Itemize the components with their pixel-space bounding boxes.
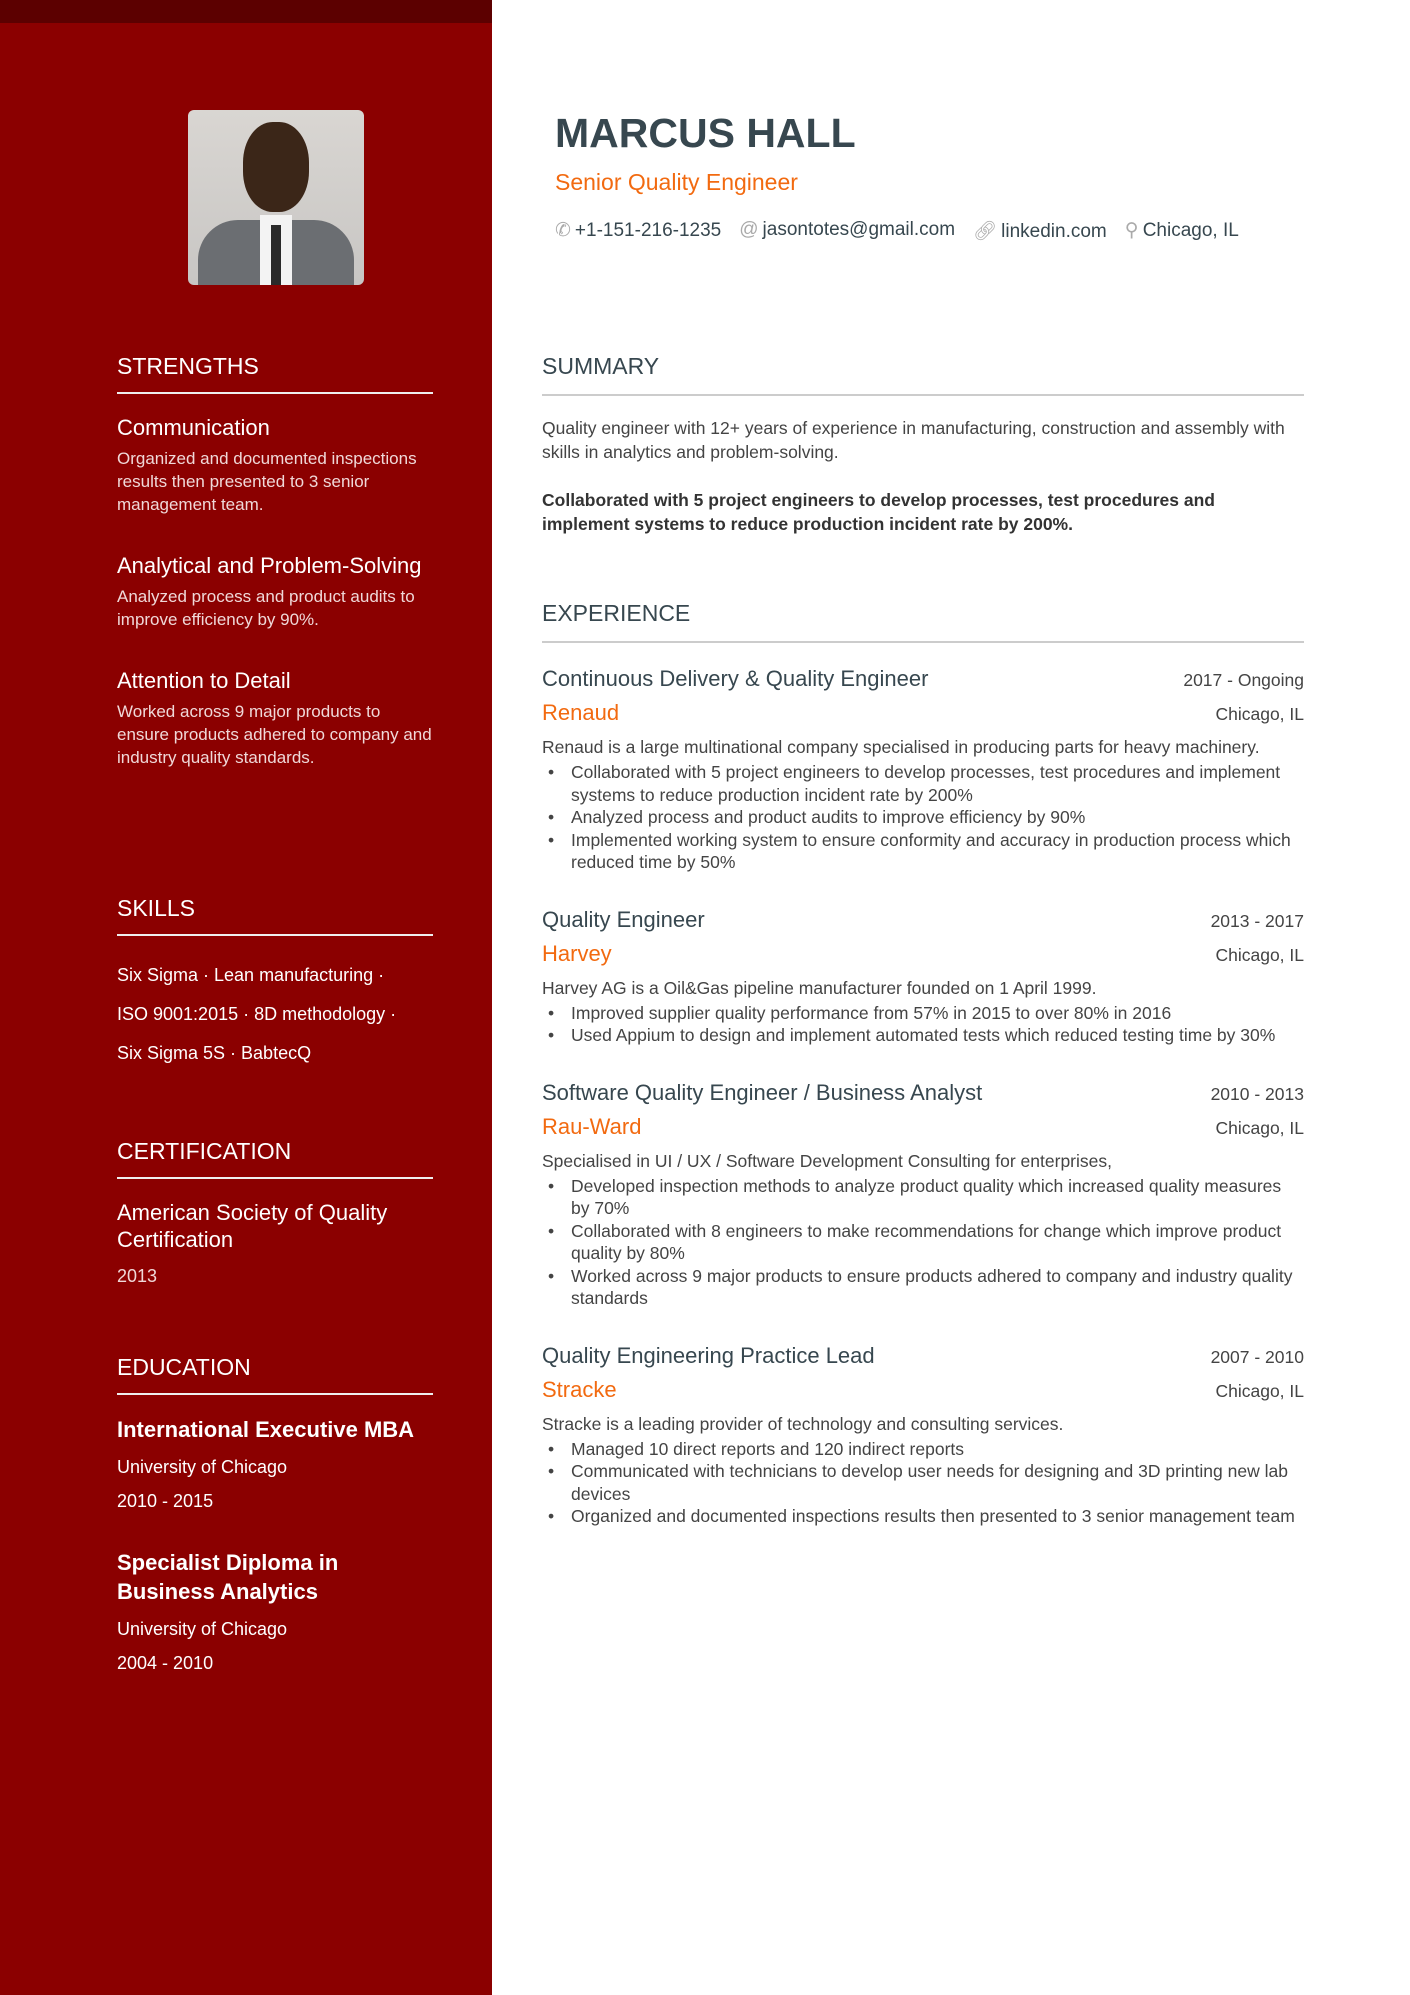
candidate-name: MARCUS HALL xyxy=(555,110,856,156)
contact-location xyxy=(1125,219,1239,243)
skills-heading: SKILLS xyxy=(117,895,433,936)
strength-title: Analytical and Problem-Solving xyxy=(117,553,422,578)
job-entry xyxy=(542,1077,1304,1310)
strength-desc: Worked across 9 major products to ensure products adhered to company and industry quality standards. xyxy=(117,702,432,767)
profile-photo xyxy=(188,110,364,285)
degree: International Executive MBA xyxy=(117,1417,415,1442)
sidebar-top-bar xyxy=(0,0,492,23)
job-entry xyxy=(542,1340,1304,1528)
strengths-section xyxy=(117,353,433,805)
skill-line: ISO 9001:2015 · 8D methodology · xyxy=(117,1004,397,1024)
email-text[interactable]: jasontotes@gmail.com xyxy=(762,219,956,240)
job-bullet: • Organized and documented inspections results then presented to 3 senior management team xyxy=(542,1505,1304,1528)
job-bullet: • Communicated with technicians to develop user needs for designing and 3D printing new lab devices xyxy=(542,1460,1304,1505)
link-icon: 🔗︎ xyxy=(973,221,998,242)
education-item xyxy=(117,1548,433,1680)
job-bullets xyxy=(542,761,1304,874)
sidebar xyxy=(0,0,492,1995)
summary-section xyxy=(542,353,1304,536)
certification-title: American Society of Quality Certification xyxy=(117,1200,388,1252)
strength-title: Communication xyxy=(117,415,270,440)
contact-bar xyxy=(555,219,1239,243)
company-name: Stracke xyxy=(542,1376,617,1402)
job-dates: 2013 - 2017 xyxy=(1210,910,1304,931)
degree: Specialist Diploma in Business Analytics xyxy=(117,1550,339,1604)
job-dates: 2007 - 2010 xyxy=(1210,1346,1304,1367)
education-item xyxy=(117,1415,433,1518)
school: University of Chicago xyxy=(117,1619,288,1639)
years: 2010 - 2015 xyxy=(117,1491,214,1511)
job-role: Quality Engineering Practice Lead xyxy=(542,1342,875,1368)
company-desc: Stracke is a leading provider of technology and consulting services. xyxy=(542,1413,1064,1434)
phone-icon: ✆ xyxy=(555,220,571,241)
experience-heading: EXPERIENCE xyxy=(542,600,1304,643)
company-desc: Renaud is a large multinational company specialised in producing parts for heavy machinery. xyxy=(542,737,1260,757)
job-dates: 2010 - 2013 xyxy=(1210,1083,1304,1104)
location-text: Chicago, IL xyxy=(1142,220,1239,241)
company-name: Harvey xyxy=(542,940,612,966)
certification-year: 2013 xyxy=(117,1266,158,1286)
job-bullet: • Improved supplier quality performance from 57% in 2015 to over 80% in 2016 xyxy=(542,1002,1304,1025)
job-bullet: • Collaborated with 8 engineers to make recommendations for change which improve product quality by 80% xyxy=(542,1220,1304,1265)
job-bullets xyxy=(542,1438,1304,1528)
job-bullet: • Worked across 9 major products to ensure products adhered to company and industry quality standards xyxy=(542,1265,1304,1310)
summary-heading: SUMMARY xyxy=(542,353,1304,396)
at-icon: @ xyxy=(739,219,759,240)
strengths-heading: STRENGTHS xyxy=(117,353,433,394)
company-name: Renaud xyxy=(542,700,620,725)
education-heading: EDUCATION xyxy=(117,1354,433,1395)
skill-line: Six Sigma · Lean manufacturing · xyxy=(117,965,385,985)
job-bullet: • Collaborated with 5 project engineers to develop processes, test procedures and implement systems to reduce production incident rate by 200% xyxy=(542,761,1304,806)
years: 2004 - 2010 xyxy=(117,1653,214,1673)
skills-section xyxy=(117,895,433,1073)
strength-item xyxy=(117,552,433,631)
school: University of Chicago xyxy=(117,1457,288,1477)
job-bullet: • Managed 10 direct reports and 120 indirect reports xyxy=(542,1438,1304,1461)
skill-line: Six Sigma 5S · BabtecQ xyxy=(117,1043,312,1063)
job-bullet: • Analyzed process and product audits to improve efficiency by 90% xyxy=(542,806,1304,829)
job-bullets xyxy=(542,1002,1304,1047)
contact-phone xyxy=(555,219,721,243)
job-role: Quality Engineer xyxy=(542,906,705,932)
job-bullet: • Used Appium to design and implement automated tests which reduced testing time by 30% xyxy=(542,1024,1304,1047)
strength-desc: Organized and documented inspections results then presented to 3 senior management team. xyxy=(117,449,417,514)
job-dates: 2017 - Ongoing xyxy=(1183,670,1304,690)
contact-link[interactable] xyxy=(973,219,1107,243)
location-pin-icon: ⚲ xyxy=(1124,220,1139,241)
strength-item xyxy=(117,414,433,516)
contact-email[interactable] xyxy=(739,219,955,243)
job-title: Senior Quality Engineer xyxy=(555,169,798,195)
experience-section xyxy=(542,600,1304,1558)
job-role: Software Quality Engineer / Business Analyst xyxy=(542,1079,983,1105)
job-entry xyxy=(542,904,1304,1047)
job-entry xyxy=(542,663,1304,874)
job-bullet: • Implemented working system to ensure conformity and accuracy in production process which reduced time by 50% xyxy=(542,829,1304,874)
job-bullets xyxy=(542,1175,1304,1310)
strength-title: Attention to Detail xyxy=(117,668,291,693)
job-role: Continuous Delivery & Quality Engineer xyxy=(542,666,929,691)
link-text[interactable]: linkedin.com xyxy=(1001,221,1107,242)
company-desc: Harvey AG is a Oil&Gas pipeline manufacturer founded on 1 April 1999. xyxy=(542,977,1097,998)
strength-item xyxy=(117,667,433,769)
company-desc: Specialised in UI / UX / Software Development Consulting for enterprises, xyxy=(542,1150,1112,1171)
summary-highlight: Collaborated with 5 project engineers to develop processes, test procedures and implement systems to reduce production incident rate by 200%. xyxy=(542,490,1215,534)
certification-section xyxy=(117,1138,433,1293)
job-bullet: • Developed inspection methods to analyze product quality which increased quality measures by 70% xyxy=(542,1175,1304,1220)
job-location: Chicago, IL xyxy=(1215,944,1304,965)
education-section xyxy=(117,1354,433,1680)
summary-text: Quality engineer with 12+ years of experience in manufacturing, construction and assembly with skills in analytics and problem-solving. xyxy=(542,418,1285,462)
strength-desc: Analyzed process and product audits to improve efficiency by 90%. xyxy=(117,587,415,629)
company-name: Rau-Ward xyxy=(542,1113,642,1139)
certification-heading: CERTIFICATION xyxy=(117,1138,433,1179)
phone-text: +1-151-216-1235 xyxy=(574,220,722,241)
job-location: Chicago, IL xyxy=(1215,1117,1304,1138)
job-location: Chicago, IL xyxy=(1215,704,1304,724)
job-location: Chicago, IL xyxy=(1215,1380,1304,1401)
